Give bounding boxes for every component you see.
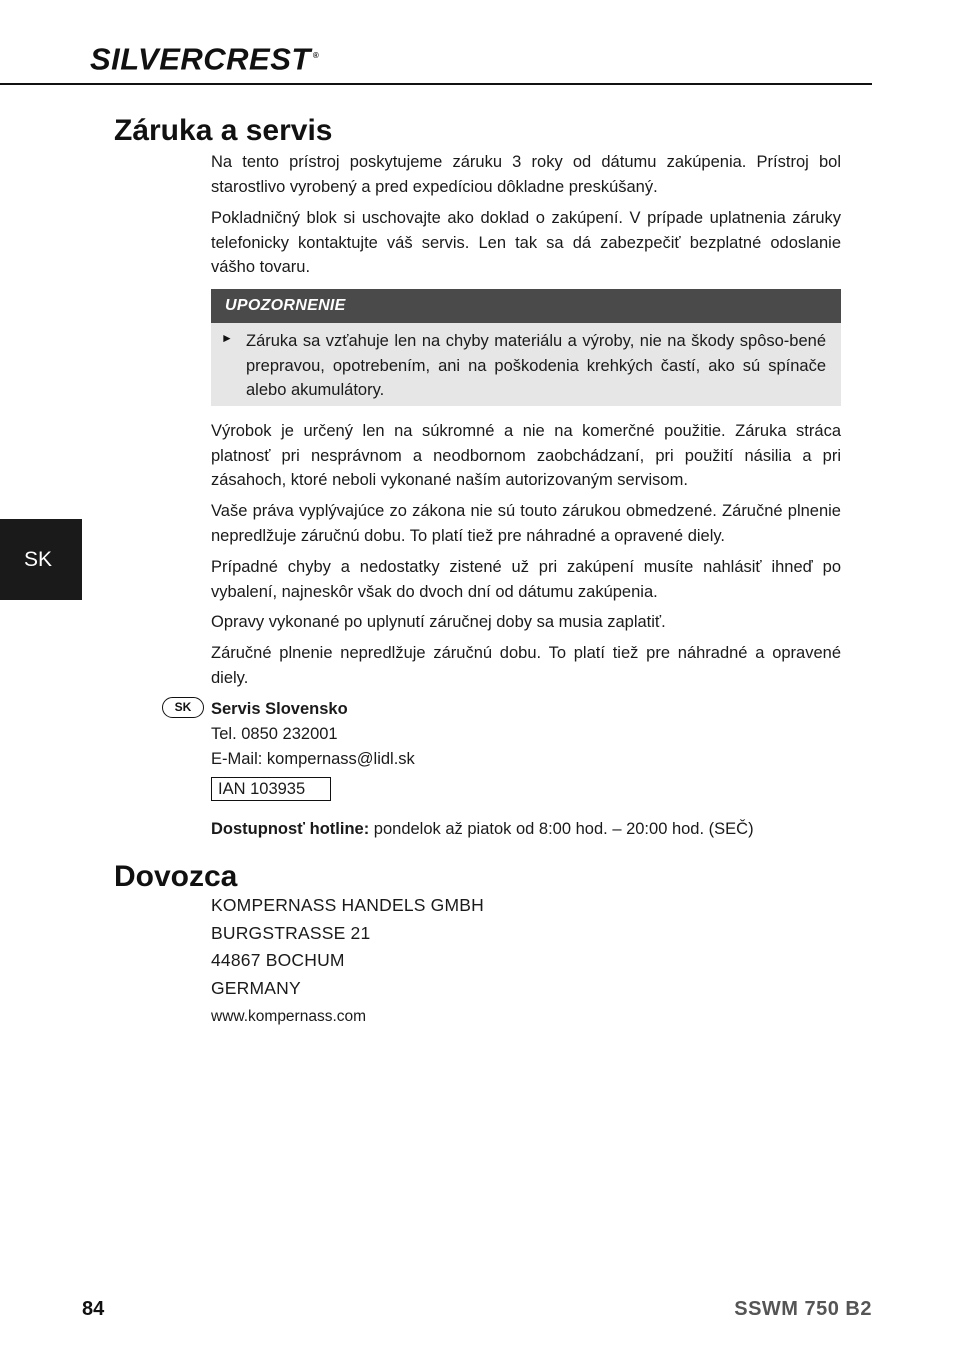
warranty-paragraph-7: Záručné plnenie nepredlžuje záručnú dobu. To platí tiež pre náhradné a opravené diely. [211, 644, 841, 687]
importer-city: 44867 BOCHUM [211, 950, 345, 970]
warranty-paragraph-1: Na tento prístroj poskytujeme záruku 3 roky od dátumu zakúpenia. Prístroj bol starostlivo vyrobený a pred expedíciou dôkladne preskúšaný. [211, 153, 841, 196]
hotline-value: pondelok až piatok od 8:00 hod. – 20:00 hod. (SEČ) [369, 820, 754, 838]
warranty-paragraph-5: Prípadné chyby a nedostatky zistené už pri zakúpení musíte nahlásiť ihneď po vybalení, najneskôr však do dvoch dní od dátumu zakúpenia. [211, 558, 841, 601]
brand-logo [90, 38, 319, 77]
service-name: Servis Slovensko [211, 700, 348, 718]
page-number: 84 [82, 1298, 105, 1320]
header-rule [0, 83, 872, 85]
hotline-label: Dostupnosť hotline: [211, 820, 370, 838]
warranty-paragraph-3: Výrobok je určený len na súkromné a nie na komerčné použitie. Záruka stráca platnosť pri nesprávnom a neodbornom zaobchádzaní, pri použití násilia a pri zásahoch, ktoré neboli vykonané naším autorizovaným servisom. [211, 422, 841, 489]
notice-header: UPOZORNENIE [211, 289, 841, 323]
notice-box [211, 323, 841, 406]
warranty-paragraph-2: Pokladničný blok si uschovajte ako doklad o zakúpení. V prípade uplatnenia záruky telefonicky kontaktujte váš servis. Len tak sa dá zabezpečiť bezplatné odoslanie vášho tovaru. [211, 209, 841, 276]
registered-mark: ® [312, 51, 320, 60]
country-badge: SK [162, 697, 204, 718]
importer-company: KOMPERNASS HANDELS GMBH [211, 895, 484, 915]
hotline-line [211, 817, 754, 841]
importer-country: GERMANY [211, 978, 301, 998]
service-phone: Tel. 0850 232001 [211, 725, 338, 743]
language-tab: SK [0, 519, 82, 600]
warranty-paragraph-6: Opravy vykonané po uplynutí záručnej doby sa musia zaplatiť. [211, 613, 666, 631]
importer-street: BURGSTRASSE 21 [211, 923, 371, 943]
warranty-heading: Záruka a servis [114, 114, 333, 147]
notice-text: Záruka sa vzťahuje len na chyby materiálu a výroby, nie na škody spôso-bené prepravou, opotrebením, ani na poškodenia krehkých častí, ako sú spínače alebo akumulátory. [246, 332, 826, 399]
warranty-paragraph-4: Vaše práva vyplývajúce zo zákona nie sú touto zárukou obmedzené. Záručné plnenie nepredlžuje záručnú dobu. To platí tiež pre náhradné a opravené diely. [211, 502, 841, 545]
importer-website: www.kompernass.com [211, 1008, 367, 1025]
arrow-right-icon: ► [221, 331, 233, 345]
model-number: SSWM 750 B2 [734, 1298, 872, 1320]
ian-box: IAN 103935 [211, 777, 331, 801]
brand-logo-text: SILVERCREST [90, 41, 311, 77]
service-email: E-Mail: kompernass@lidl.sk [211, 750, 415, 768]
importer-heading: Dovozca [114, 860, 238, 893]
